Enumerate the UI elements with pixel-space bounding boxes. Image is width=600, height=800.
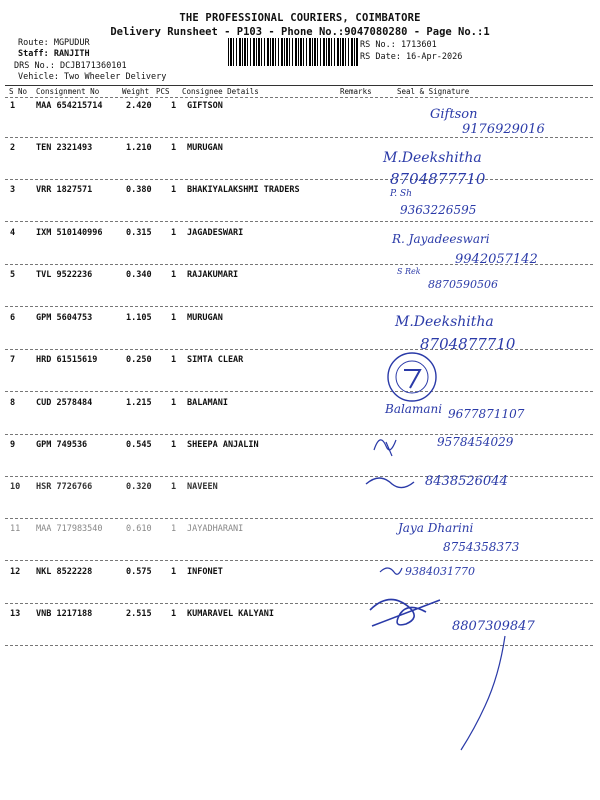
row-pcs: 1 xyxy=(171,313,177,323)
row-consignee: JAYADHARANI xyxy=(187,524,244,534)
row-consignment-no: IXM 510140996 xyxy=(36,228,103,238)
row-consignee: NAVEEN xyxy=(187,482,218,492)
sig-row-1 xyxy=(430,107,545,137)
row-consignee: SHEEPA ANJALIN xyxy=(187,440,259,450)
row-consignee: SIMTA CLEAR xyxy=(187,355,244,365)
row-pcs: 1 xyxy=(171,567,177,577)
row-consignee: KUMARAVEL KALYANI xyxy=(187,609,274,619)
row-weight: 0.380 xyxy=(126,185,152,195)
vehicle-label: Vehicle: Two Wheeler Delivery xyxy=(18,72,167,82)
sig-phone: 8704877710 xyxy=(420,335,516,353)
row-sno: 5 xyxy=(10,270,16,280)
sig-phone: 9363226595 xyxy=(400,203,477,217)
row-pcs: 1 xyxy=(171,228,177,238)
row-consignee: GIFTSON xyxy=(187,101,223,111)
row-consignment-no: TVL 9522236 xyxy=(36,270,93,280)
row-sno: 11 xyxy=(10,524,21,534)
sig-name: P. Sh xyxy=(390,189,412,199)
row-pcs: 1 xyxy=(171,524,177,534)
row-consignee: BHAKIYALAKSHMI TRADERS xyxy=(187,185,300,195)
row-sno: 6 xyxy=(10,313,16,323)
sig-phone: 8754358373 xyxy=(443,540,520,554)
row-consignment-no: TEN 2321493 xyxy=(36,143,93,153)
row-sno: 13 xyxy=(10,609,21,619)
row-consignment-no: VNB 1217188 xyxy=(36,609,93,619)
row-weight: 0.340 xyxy=(126,270,152,280)
row-consignment-no: HSR 7726766 xyxy=(36,482,93,492)
sig-phone: 9677871107 xyxy=(448,407,525,421)
row-consignment-no: HRD 61515619 xyxy=(36,355,98,365)
col-weight: Weight xyxy=(122,87,150,96)
sig-phone: 8704877710 xyxy=(390,170,486,188)
row-weight: 0.250 xyxy=(126,355,152,365)
row-weight: 0.315 xyxy=(126,228,152,238)
col-pcs: PCS xyxy=(156,87,170,96)
row-consignment-no: VRR 1827571 xyxy=(36,185,93,195)
row-weight: 0.610 xyxy=(126,524,152,534)
row-consignment-no: MAA 654215714 xyxy=(36,101,103,111)
staff-label: Staff: RANJITH xyxy=(18,49,90,59)
sig-phone: 8870590506 xyxy=(428,278,498,291)
row-sno: 2 xyxy=(10,143,16,153)
sig-row-12 xyxy=(380,565,475,578)
sig-row-3 xyxy=(389,189,476,217)
row-sno: 1 xyxy=(10,101,16,111)
col-consignment: Consignment No xyxy=(36,87,100,96)
row-sno: 7 xyxy=(10,355,16,365)
company-seal xyxy=(388,353,436,401)
sig-row-4 xyxy=(391,232,538,267)
row-sno: 3 xyxy=(10,185,16,195)
row-consignee: RAJAKUMARI xyxy=(187,270,239,280)
sig-name: S Rek xyxy=(397,267,421,276)
rs-number: RS No.: 1713601 xyxy=(360,40,437,50)
runsheet-subtitle: Delivery Runsheet - P103 - Phone No.:9047080280 - Page No.:1 xyxy=(110,26,490,38)
sig-tail-stroke xyxy=(461,636,505,750)
row-pcs: 1 xyxy=(171,143,177,153)
row-consignee: MURUGAN xyxy=(187,313,223,323)
sig-phone: 9176929016 xyxy=(462,122,545,137)
row-consignment-no: GPM 749536 xyxy=(36,440,88,450)
sig-name: M.Deekshitha xyxy=(395,314,494,330)
sig-scribble xyxy=(366,478,414,488)
company-title: THE PROFESSIONAL COURIERS, COIMBATORE xyxy=(179,12,421,24)
sig-row-5 xyxy=(397,267,498,291)
row-consignee: JAGADESWARI xyxy=(187,228,244,238)
row-sno: 12 xyxy=(10,567,21,577)
rs-date: RS Date: 16-Apr-2026 xyxy=(360,52,463,62)
sig-row-13 xyxy=(370,599,535,750)
row-consignment-no: GPM 5604753 xyxy=(36,313,93,323)
row-weight: 0.320 xyxy=(126,482,152,492)
sig-name: Jaya Dharini xyxy=(398,521,474,535)
row-sno: 10 xyxy=(10,482,21,492)
row-weight: 1.105 xyxy=(126,313,152,323)
sig-name: Balamani xyxy=(385,402,443,416)
sig-scribble xyxy=(374,440,396,456)
row-pcs: 1 xyxy=(171,440,177,450)
sig-name: Giftson xyxy=(430,107,478,122)
sig-name: R. Jayadeeswari xyxy=(392,232,490,246)
row-pcs: 1 xyxy=(171,355,177,365)
col-remarks: Remarks xyxy=(340,87,372,96)
row-consignment-no: NKL 8522228 xyxy=(36,567,93,577)
seal-inner-ring xyxy=(396,361,428,393)
row-consignment-no: MAA 717983540 xyxy=(36,524,103,534)
sig-phone: 8807309847 xyxy=(452,619,535,634)
seal-mark xyxy=(404,370,420,388)
sig-row-10 xyxy=(366,474,508,489)
row-weight: 2.420 xyxy=(126,101,152,111)
sig-name: M.Deekshitha xyxy=(383,150,482,166)
seal-outer-ring xyxy=(388,353,436,401)
row-weight: 2.515 xyxy=(126,609,152,619)
row-weight: 0.575 xyxy=(126,567,152,577)
row-pcs: 1 xyxy=(171,270,177,280)
sig-row-2 xyxy=(382,150,486,188)
row-consignee: MURUGAN xyxy=(187,143,223,153)
row-sno: 8 xyxy=(10,398,16,408)
row-pcs: 1 xyxy=(171,398,177,408)
row-sno: 9 xyxy=(10,440,16,450)
row-pcs: 1 xyxy=(171,185,177,195)
col-seal-signature: Seal & Signature xyxy=(397,87,470,96)
row-sno: 4 xyxy=(10,228,16,238)
row-pcs: 1 xyxy=(171,609,177,619)
route-label: Route: MGPUDUR xyxy=(18,38,90,48)
row-weight: 0.545 xyxy=(126,440,152,450)
sig-phone: 9384031770 xyxy=(405,565,475,578)
sig-scribble xyxy=(380,568,402,574)
drs-number: DRS No.: DCJB171360101 xyxy=(14,61,127,71)
sig-phone: 9578454029 xyxy=(437,435,514,449)
sig-row-8 xyxy=(384,402,525,421)
row-consignment-no: CUD 2578484 xyxy=(36,398,93,408)
sig-row-11 xyxy=(395,521,520,554)
row-pcs: 1 xyxy=(171,101,177,111)
row-weight: 1.210 xyxy=(126,143,152,153)
row-consignee: BALAMANI xyxy=(187,398,228,408)
sig-scribble xyxy=(370,599,440,626)
col-sno: S No xyxy=(9,87,28,96)
sig-row-9 xyxy=(374,435,514,456)
row-weight: 1.215 xyxy=(126,398,152,408)
sig-row-6 xyxy=(394,314,516,353)
sig-phone: 9942057142 xyxy=(455,252,538,267)
row-pcs: 1 xyxy=(171,482,177,492)
sig-phone: 8438526044 xyxy=(425,474,508,489)
row-consignee: INFONET xyxy=(187,567,223,577)
col-consignee: Consignee Details xyxy=(182,87,259,96)
